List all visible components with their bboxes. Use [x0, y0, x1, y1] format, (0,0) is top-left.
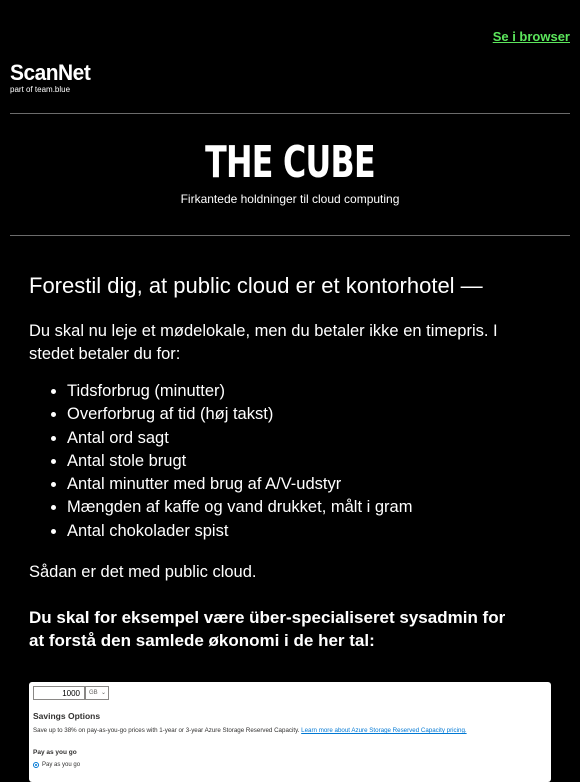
radio-selected-icon — [33, 762, 39, 768]
list-item: • Mængden af kaffe og vand drukket, målt i gram — [67, 496, 412, 519]
newsletter-title: THE CUBE — [205, 137, 375, 188]
article-heading: Forestil dig, at public cloud er et kontorhotel — — [29, 273, 483, 298]
unit-label: GB — [89, 690, 98, 696]
radio-label: Pay as you go — [42, 762, 81, 768]
reserved-capacity-link: Learn more about Azure Storage Reserved Capacity pricing. — [301, 727, 467, 734]
article-outro: Sådan er det med public cloud. — [29, 563, 257, 581]
savings-text: Save up to 38% on pay-as-you-go prices with 1-year or 3-year Azure Storage Reserved Capacity. — [33, 727, 300, 734]
divider-bottom — [10, 235, 570, 236]
logo-name: ScanNet — [10, 60, 91, 85]
newsletter-subtitle: Firkantede holdninger til cloud computing — [180, 192, 400, 206]
list-item: • Antal stole brugt — [67, 450, 412, 473]
list-item: • Antal minutter med brug af A/V-udstyr — [67, 473, 412, 496]
divider-top — [10, 113, 570, 114]
view-in-browser-link[interactable]: Se i browser — [492, 29, 570, 44]
list-item: • Tidsforbrug (minutter) — [67, 380, 412, 403]
savings-description — [33, 727, 467, 734]
pay-as-you-go-option — [33, 762, 80, 768]
list-item: • Antal chokolader spist — [67, 520, 412, 543]
article-emphasis: Du skal for eksempel være über-specialiseret sysadmin for at forstå den samlede økonomi i de her tal: — [29, 608, 506, 650]
savings-options-title: Savings Options — [33, 711, 101, 721]
article-intro: Du skal nu leje et mødelokale, men du betaler ikke en timepris. I stedet betaler du for: — [29, 322, 498, 363]
pay-as-you-go-title: Pay as you go — [33, 749, 77, 756]
unit-select — [85, 686, 109, 700]
cost-factor-list — [29, 380, 412, 543]
scannet-logo[interactable] — [10, 62, 95, 94]
chevron-down-icon: ⌄ — [100, 690, 106, 696]
azure-pricing-screenshot — [29, 682, 551, 782]
logo-tagline: part of team.blue — [10, 85, 71, 94]
list-item: • Overforbrug af tid (høj takst) — [67, 403, 412, 426]
quantity-input: 1000 — [33, 686, 85, 700]
list-item: • Antal ord sagt — [67, 427, 412, 450]
